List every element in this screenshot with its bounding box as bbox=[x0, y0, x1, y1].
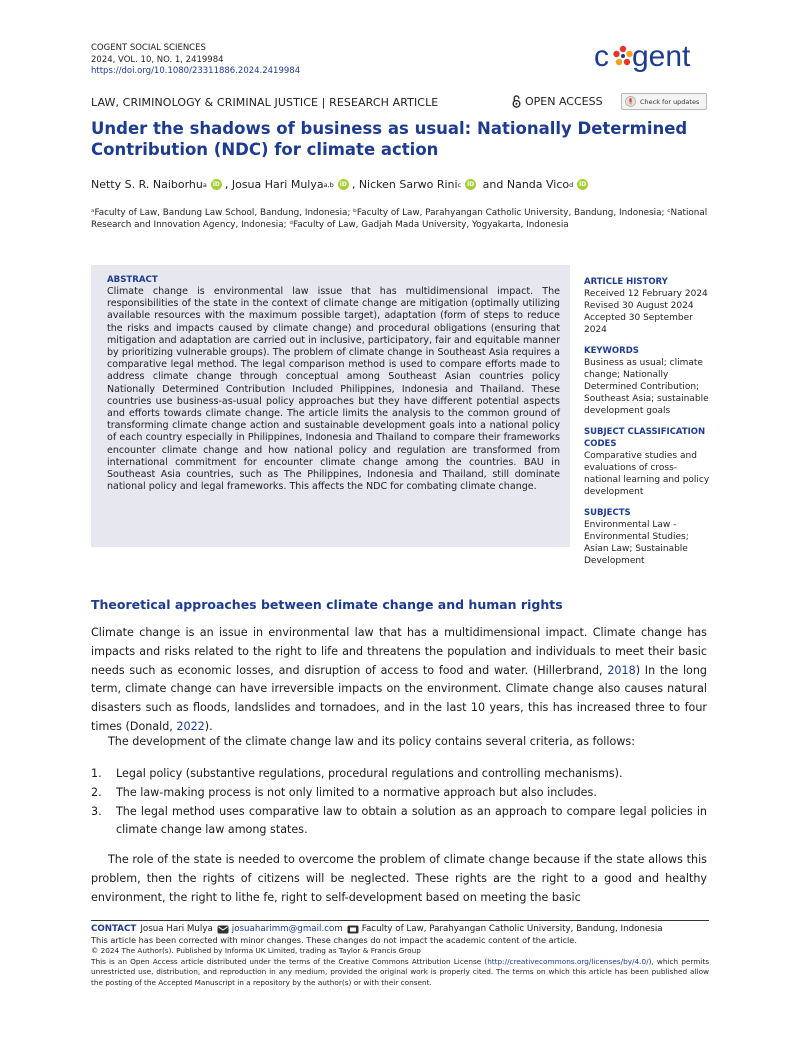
license-text bbox=[91, 957, 709, 988]
body-paragraph-2: The development of the climate change law and its policy contains several criteria, as follows: bbox=[108, 735, 635, 748]
footer-divider bbox=[91, 920, 709, 921]
list-number: 1. bbox=[91, 767, 102, 780]
orcid-icon[interactable]: iD bbox=[467, 181, 475, 188]
section-heading: Theoretical approaches between climate change and human rights bbox=[91, 597, 563, 612]
list-item-text: The law-making process is not only limited to a normative approach but also includes. bbox=[116, 785, 597, 799]
citation-link-2022[interactable]: 2022 bbox=[176, 719, 205, 733]
license-text-a: This is an Open Access article distributed under the terms of the Creative Commons Attribution License ( bbox=[91, 956, 488, 966]
list-item-text: Legal policy (substantive regulations, procedural regulations and controlling mechanisms). bbox=[116, 767, 623, 780]
author-name[interactable]: Nanda Vico bbox=[506, 178, 570, 191]
logo-text-left: c bbox=[594, 40, 609, 73]
logo-text-right: gent bbox=[632, 40, 691, 73]
orcid-icon[interactable]: iD bbox=[212, 181, 220, 188]
p1-text-b: ) In the long term, climate change can have irreversible impacts on the environment. Climate change also causes natural disasters such as floods, landslides and tornadoes, and in the last 10 years, this has increased three to four times (Donald, bbox=[91, 663, 707, 733]
license-link[interactable]: http://creativecommons.org/licenses/by/4.0/ bbox=[487, 956, 649, 966]
check-updates-button[interactable] bbox=[621, 93, 707, 110]
article-info-sidebar bbox=[584, 276, 712, 567]
subjects-heading: SUBJECTS bbox=[584, 508, 631, 518]
author-affil-marker: d bbox=[569, 180, 574, 189]
article-category: LAW, CRIMINOLOGY & CRIMINAL JUSTICE | RESEARCH ARTICLE bbox=[91, 96, 439, 109]
revised-date: Revised 30 August 2024 bbox=[584, 301, 694, 311]
article-footer bbox=[91, 924, 709, 988]
author-separator: , bbox=[351, 178, 356, 191]
abstract-box bbox=[91, 265, 570, 547]
list-item bbox=[91, 803, 707, 841]
abstract-heading: ABSTRACT bbox=[107, 275, 158, 285]
check-updates-label: Check for updates bbox=[640, 97, 700, 106]
citation-link-2018[interactable]: 2018 bbox=[607, 663, 636, 677]
open-lock-icon bbox=[511, 95, 522, 108]
body-paragraph-3: The role of the state is needed to overcome the problem of climate change because if the state allows this problem, then the rights of citizens will be neglected. These rights are the right to a good and healthy environment, the right to lithe fe, right to self-development based on meeting the basic bbox=[91, 853, 707, 904]
list-item-text: The legal method uses comparative law to obtain a solution as an approach to compare legal policies in climate change law among states. bbox=[116, 804, 707, 837]
doi-link[interactable]: https://doi.org/10.1080/23311886.2024.2419984 bbox=[91, 66, 301, 76]
author-name[interactable]: Josua Hari Mulya bbox=[231, 178, 324, 191]
received-date: Received 12 February 2024 bbox=[584, 289, 708, 299]
keywords-text: Business as usual; climate change; Nationally Determined Contribution; Southeast Asia; sustainable development goals bbox=[584, 358, 709, 416]
contact-name: Josua Hari Mulya bbox=[140, 924, 213, 934]
author-separator: , bbox=[224, 178, 229, 191]
contact-label: CONTACT bbox=[91, 924, 137, 934]
list-number: 3. bbox=[91, 804, 102, 818]
open-access-badge bbox=[511, 95, 603, 108]
author-list bbox=[91, 178, 711, 191]
body-paragraph-1 bbox=[91, 624, 707, 737]
p1-text-a: Climate change is an issue in environmental law that has a multidimensional impact. Climate change has impacts and risks related to the right to life and threatens the population and individuals to meet their basic needs such as economic losses, and disruption of access to food and water. (Hillerbrand, bbox=[91, 626, 707, 677]
article-history-heading: ARTICLE HISTORY bbox=[584, 277, 668, 287]
subject-codes-text: Comparative studies and evaluations of cross-national learning and policy development bbox=[584, 451, 710, 497]
author-affil-marker: a bbox=[202, 180, 207, 189]
list-item bbox=[91, 784, 707, 803]
open-access-label: OPEN ACCESS bbox=[525, 95, 603, 108]
list-item bbox=[91, 765, 707, 784]
orcid-icon[interactable]: iD bbox=[579, 181, 587, 188]
subject-codes-heading: SUBJECT CLASSIFICATION CODES bbox=[584, 427, 706, 449]
volume-line: 2024, VOL. 10, NO. 1, 2419984 bbox=[91, 54, 224, 65]
keywords-heading: KEYWORDS bbox=[584, 346, 639, 356]
author-affil-marker: a,b bbox=[323, 180, 334, 189]
p1-text-c: ). bbox=[204, 719, 213, 733]
author-name[interactable]: Nicken Sarwo Rini bbox=[358, 178, 458, 191]
address-icon bbox=[347, 925, 359, 934]
cogent-logo bbox=[594, 39, 709, 77]
contact-address: Faculty of Law, Parahyangan Catholic University, Bandung, Indonesia bbox=[361, 924, 663, 934]
abstract-text: Climate change is environmental law issue that has multidimensional impact. The responsibilities of the state in the context of climate change are mitigation (optimally utilizing available resources with the maximum possible target), adaptation (form of steps to reduce the risks and impacts caused by climate change) and procedural obligations (ensuring that mitigation and adaptation are carried out in inclusive, participatory, fair and equitable manner by prioritizing vulnerable groups). The problem of climate change in Southeast Asia requires a comparative legal method. The legal comparison method is used to compare efforts made to address climate change through conceptual among Southeast Asian countries policy Nationally Determined Contribution Included Philippines, Indonesia and Thailand. These countries use business-as-usual policy approaches but they have different potential aspects and efforts towards climate change. The article limits the analysis to the common ground of transforming climate change action and sustainable development goals into a national policy of each country especially in Philippines, Indonesia and Thailand to compare their frameworks encounter climate change and how national policy and regulation are transformed from international commitment for encounter climate change among the countries. BAU in Southeast Asia countries, such as The Philippines, Indonesia and Thailand, still dominate national policy and legal frameworks. This affects the NDC for combating climate change. bbox=[107, 286, 560, 493]
affiliations: ᵃFaculty of Law, Bandung Law School, Bandung, Indonesia; ᵇFaculty of Law, Parahyangan Catholic University, Bandung, Indonesia; ᶜNational Research and Innovation Agency, Indonesia; ᵈFaculty of Law, Gadjah Mada University, Yogyakarta, Indonesia bbox=[91, 208, 708, 231]
email-icon bbox=[217, 925, 229, 934]
list-number: 2. bbox=[91, 785, 102, 799]
license-text-b: ), which permits unrestricted use, distribution, and reproduction in any medium, provided the original work is properly cited. The terms on which this article has been published allow the posting of the Accepted Manuscript in a repository by the author(s) or with their consent. bbox=[91, 956, 709, 987]
author-name[interactable]: Netty S. R. Naiborhu bbox=[91, 178, 203, 191]
contact-line bbox=[91, 924, 709, 935]
author-affil-marker: c bbox=[457, 180, 462, 189]
correction-note: This article has been corrected with minor changes. These changes do not impact the academic content of the article. bbox=[91, 935, 577, 946]
author-separator-and: and bbox=[482, 178, 504, 191]
journal-meta bbox=[91, 43, 300, 78]
subjects-text: Environmental Law - Environmental Studies; Asian Law; Sustainable Development bbox=[584, 520, 689, 566]
criteria-list bbox=[91, 765, 707, 840]
orcid-icon[interactable]: iD bbox=[339, 181, 347, 188]
logo-asterisk-icon bbox=[613, 46, 632, 65]
copyright-line: © 2024 The Author(s). Published by Informa UK Limited, trading as Taylor & Francis Group bbox=[91, 946, 421, 956]
contact-email-link[interactable]: josuaharimm@gmail.com bbox=[231, 924, 343, 934]
accepted-date: Accepted 30 September 2024 bbox=[584, 313, 693, 335]
check-updates-icon bbox=[625, 96, 636, 107]
article-title: Under the shadows of business as usual: Nationally Determined Contribution (NDC) for climate action bbox=[91, 119, 688, 159]
category-row bbox=[91, 95, 709, 111]
journal-name: COGENT SOCIAL SCIENCES bbox=[91, 43, 206, 53]
